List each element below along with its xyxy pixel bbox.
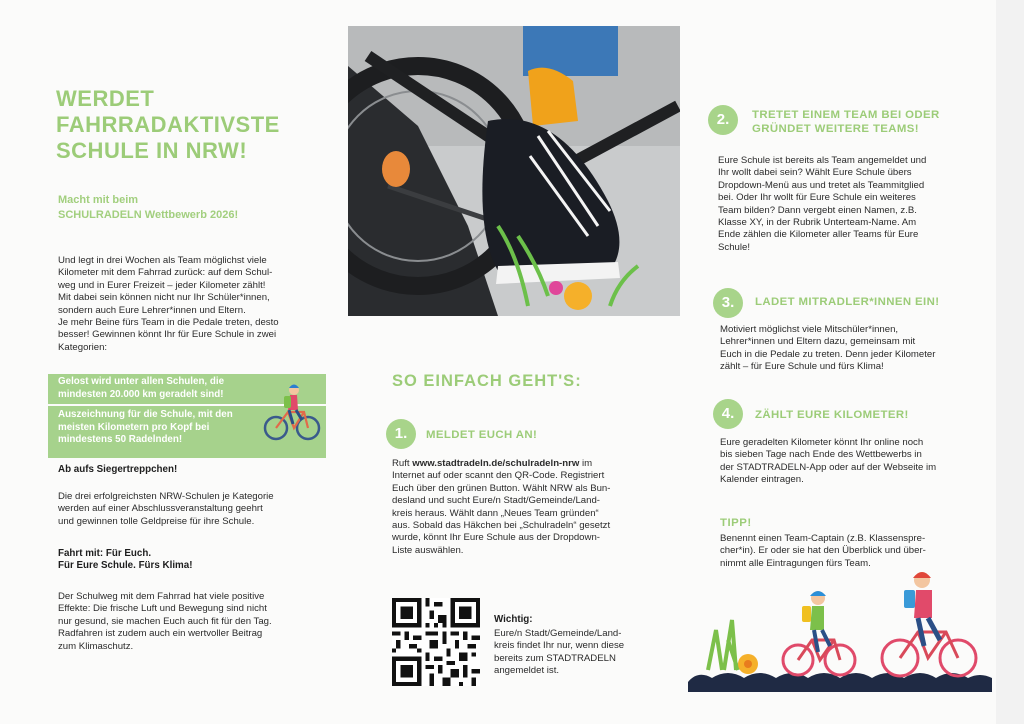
text-line: Der Schulweg mit dem Fahrrad hat viele positive — [58, 591, 265, 602]
text-line: Eure Schule ist bereits als Team angemeldet und — [718, 155, 927, 166]
text-line: Und legt in drei Wochen als Team möglichst viele — [58, 255, 267, 266]
text-line: und gewinnen tolle Geldpreise für ihre Schule. — [58, 515, 255, 527]
category-per-head — [58, 409, 268, 447]
step-4-title: ZÄHLT EURE KILOMETER! — [755, 409, 909, 421]
text-line: meisten Kilometern pro Kopf bei — [58, 421, 210, 433]
text-line: Benennt einen Team-Captain (z.B. Klassenspre- — [720, 533, 926, 544]
text-line: Eure geradelten Kilometer könnt Ihr online noch — [720, 437, 924, 448]
sneaker-on-pedal-photo — [348, 26, 680, 316]
text-line: zählt – für Eure Schule und fürs Klima! — [720, 361, 884, 373]
website-link[interactable]: www.stadtradeln.de/schulradeln-nrw — [412, 458, 580, 469]
text-line: Die drei erfolgreichsten NRW-Schulen je Kategorie — [58, 491, 274, 502]
step-1-paragraph — [392, 458, 652, 557]
text-line: der STADTRADELN-App oder auf der Webseite im — [720, 461, 937, 473]
text-fragment: im — [579, 458, 593, 469]
schoolway-paragraph — [58, 591, 328, 653]
text-line: Effekte: Die frische Luft und Bewegung sind nicht — [58, 603, 267, 615]
text-line: Kalender eintragen. — [720, 474, 804, 486]
text-line: mindestens 50 Radelnden! — [58, 434, 183, 445]
text-line: Ihr wollt dabei sein? Wählt Eure Schule übers — [718, 167, 912, 179]
cyclist-illustration — [262, 380, 322, 444]
text-line: bereits zum STADTRADELN — [494, 652, 616, 664]
text-line: kreis findet Ihr nur, wenn diese — [494, 640, 625, 652]
qr-code[interactable] — [392, 598, 480, 686]
text-line: mindesten 20.000 km geradelt sind! — [58, 388, 224, 400]
step-4-number: 4. — [713, 399, 743, 429]
main-title — [56, 86, 280, 164]
join-heading — [58, 548, 192, 573]
how-it-works-title: SO EINFACH GEHT'S: — [392, 372, 582, 390]
text-line: kreis heraus. Wählt dann „Neues Team gründen“ — [392, 507, 599, 519]
text-line: Motiviert möglichst viele Mitschüler*innen, — [720, 324, 899, 335]
text-line: aus. Sobald das Häkchen bei „Schulradeln“ gesetzt — [392, 520, 611, 532]
text-line: cher*in). Er oder sie hat den Überblick und über- — [720, 545, 926, 557]
text-line — [392, 458, 652, 470]
winners-heading: Ab aufs Siegertreppchen! — [58, 464, 178, 475]
text-line: Für Eure Schule. Fürs Klima! — [58, 560, 193, 572]
title-line: WERDET — [56, 86, 155, 111]
winners-paragraph — [58, 491, 328, 528]
text-fragment: Ruft — [392, 458, 413, 469]
text-line: sondern auch Eure Lehrer*innen und Eltern. — [58, 304, 246, 316]
text-line: Lehrer*innen und Eltern dazu, gemeinsam mit — [720, 336, 916, 348]
step-3-number: 3. — [713, 288, 743, 318]
text-line: Kategorien: — [58, 341, 108, 353]
text-line: Radfahren ist zudem auch ein wertvoller Beitrag — [58, 628, 263, 640]
text-line: weg und in Eurer Freizeit – jeder Kilometer zählt! — [58, 279, 266, 291]
text-line: Ende zählen die Kilometer aller Teams für Eure — [718, 229, 919, 241]
text-line: Liste auswählen. — [392, 544, 464, 556]
text-line: angemeldet ist. — [494, 665, 560, 677]
text-line: nur gesund, sie machen Euch auch fit für den Tag. — [58, 615, 272, 627]
subtitle-line: SCHULRADELN Wettbewerb 2026! — [58, 209, 239, 221]
text-line: bei. Oder Ihr wollt für Eure Schule ein weiteres — [718, 192, 916, 204]
text-line: Fahrt mit: Für Euch. — [58, 548, 152, 559]
important-paragraph — [494, 628, 664, 678]
text-line: Euch in die Pedale zu treten. Denn jeder Kilometer — [720, 348, 936, 360]
step-1-number: 1. — [386, 419, 416, 449]
text-line: Kilometer mit dem Fahrrad zurück: auf dem Schul- — [58, 267, 273, 279]
important-heading: Wichtig: — [494, 614, 533, 625]
title-line: FAHRRADAKTIVSTE — [56, 112, 280, 137]
title-line: SCHULE IN NRW! — [56, 138, 248, 163]
category-lottery — [58, 376, 268, 401]
tip-heading: TIPP! — [720, 517, 752, 529]
subtitle — [58, 193, 238, 223]
step-2-title — [752, 108, 972, 136]
text-line: Klasse XY, in der Rubrik Unterteam-Name. Am — [718, 217, 917, 229]
title-line: TRETET EINEM TEAM BEI ODER — [752, 109, 940, 121]
step-4-paragraph — [720, 437, 982, 487]
step-3-title: LADET MITRADLER*INNEN EIN! — [755, 296, 940, 308]
text-line: desland und sucht Eure/n Stadt/Gemeinde/Land- — [392, 495, 601, 507]
step-3-paragraph — [720, 324, 982, 374]
step-2-number: 2. — [708, 105, 738, 135]
text-line: Schule! — [718, 241, 750, 253]
text-line: besser! Gewinnen könnt Ihr für Eure Schule in zwei — [58, 329, 277, 341]
text-line: wurde, könnt Ihr Eure Schule aus der Dropdown- — [392, 532, 600, 544]
text-line: Euch über den grünen Button. Wählt NRW als Bun- — [392, 482, 611, 494]
text-line: Gelost wird unter allen Schulen, die — [58, 376, 225, 387]
step-2-paragraph — [718, 155, 984, 254]
text-line: Mit dabei sein können nicht nur Ihr Schüler*innen, — [58, 292, 270, 304]
cyclists-illustration — [688, 557, 992, 696]
text-line: Eure/n Stadt/Gemeinde/Land- — [494, 628, 622, 639]
title-line: GRÜNDET WEITERE TEAMS! — [752, 123, 920, 135]
page-edge — [996, 0, 1024, 724]
text-line: nimmt alle Eintragungen fürs Team. — [720, 557, 871, 569]
text-line: Dropdown-Menü aus und tretet als Teammitglied — [718, 179, 925, 191]
subtitle-line: Macht mit beim — [58, 194, 139, 206]
text-line: Auszeichnung für die Schule, mit den — [58, 409, 233, 420]
text-line: zum Klimaschutz. — [58, 640, 134, 652]
text-line: Je mehr Beine fürs Team in die Pedale treten, desto — [58, 317, 279, 329]
intro-paragraph — [58, 255, 328, 354]
text-line: Team bilden? Dann vergebt einen Namen, z.B. — [718, 204, 917, 216]
text-line: Internet auf oder scannt den QR-Code. Registriert — [392, 470, 605, 482]
step-1-title: MELDET EUCH AN! — [426, 429, 538, 441]
text-line: werden auf einer Abschlussveranstaltung geehrt — [58, 503, 263, 515]
text-line: bis sieben Tage nach Ende des Wettbewerbs in — [720, 449, 922, 461]
